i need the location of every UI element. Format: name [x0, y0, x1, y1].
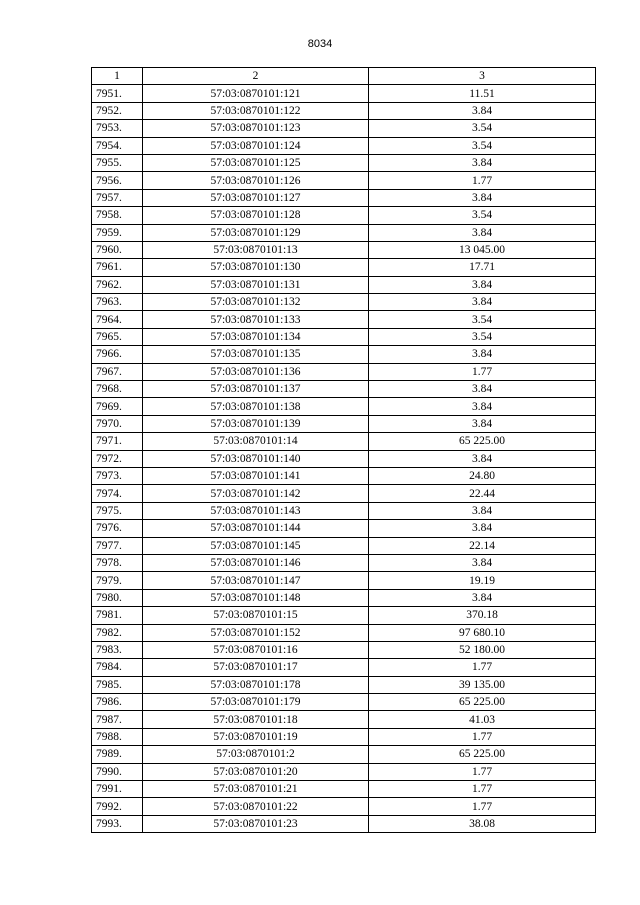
- row-number-cell: 7951.: [92, 85, 143, 102]
- value-cell: 1.77: [369, 781, 596, 798]
- page-number: 8034: [307, 38, 333, 50]
- row-number-cell: 7955.: [92, 154, 143, 171]
- cadastral-number-cell: 57:03:0870101:13: [143, 241, 369, 258]
- table-row: [92, 294, 596, 311]
- value-cell: 3.84: [369, 294, 596, 311]
- value-cell: 1.77: [369, 728, 596, 745]
- cadastral-number-cell: 57:03:0870101:146: [143, 554, 369, 571]
- table-row: [92, 398, 596, 415]
- cadastral-number-cell: 57:03:0870101:137: [143, 381, 369, 398]
- value-cell: 39 135.00: [369, 676, 596, 693]
- value-cell: 65 225.00: [369, 746, 596, 763]
- cadastral-number-cell: 57:03:0870101:143: [143, 502, 369, 519]
- table-row: [92, 450, 596, 467]
- value-cell: 1.77: [369, 363, 596, 380]
- value-cell: 97 680.10: [369, 624, 596, 641]
- value-cell: 3.84: [369, 154, 596, 171]
- table-row: [92, 485, 596, 502]
- table-row: [92, 311, 596, 328]
- row-number-cell: 7987.: [92, 711, 143, 728]
- cadastral-number-cell: 57:03:0870101:145: [143, 537, 369, 554]
- cadastral-number-cell: 57:03:0870101:142: [143, 485, 369, 502]
- row-number-cell: 7989.: [92, 746, 143, 763]
- header-row: [92, 68, 596, 85]
- table-row: [92, 172, 596, 189]
- cadastral-number-cell: 57:03:0870101:22: [143, 798, 369, 815]
- row-number-cell: 7962.: [92, 276, 143, 293]
- row-number-cell: 7959.: [92, 224, 143, 241]
- cadastral-number-cell: 57:03:0870101:130: [143, 259, 369, 276]
- cadastral-number-cell: 57:03:0870101:125: [143, 154, 369, 171]
- value-cell: 3.84: [369, 346, 596, 363]
- value-cell: 1.77: [369, 798, 596, 815]
- row-number-cell: 7961.: [92, 259, 143, 276]
- row-number-cell: 7976.: [92, 520, 143, 537]
- cadastral-number-cell: 57:03:0870101:23: [143, 815, 369, 832]
- row-number-cell: 7991.: [92, 781, 143, 798]
- value-cell: 3.84: [369, 520, 596, 537]
- value-cell: 41.03: [369, 711, 596, 728]
- value-cell: 3.84: [369, 381, 596, 398]
- value-cell: 3.84: [369, 450, 596, 467]
- row-number-cell: 7971.: [92, 433, 143, 450]
- table-row: [92, 346, 596, 363]
- cadastral-number-cell: 57:03:0870101:132: [143, 294, 369, 311]
- table-row: [92, 433, 596, 450]
- column-header-2: 2: [143, 68, 369, 85]
- value-cell: 3.54: [369, 120, 596, 137]
- table-row: [92, 502, 596, 519]
- cadastral-number-cell: 57:03:0870101:141: [143, 467, 369, 484]
- table-row: [92, 137, 596, 154]
- row-number-cell: 7972.: [92, 450, 143, 467]
- value-cell: 22.14: [369, 537, 596, 554]
- cadastral-number-cell: 57:03:0870101:121: [143, 85, 369, 102]
- value-cell: 3.84: [369, 554, 596, 571]
- table-row: [92, 763, 596, 780]
- value-cell: 19.19: [369, 572, 596, 589]
- cadastral-number-cell: 57:03:0870101:178: [143, 676, 369, 693]
- table-row: [92, 241, 596, 258]
- value-cell: 3.84: [369, 102, 596, 119]
- cadastral-number-cell: 57:03:0870101:152: [143, 624, 369, 641]
- value-cell: 3.84: [369, 189, 596, 206]
- row-number-cell: 7960.: [92, 241, 143, 258]
- table-row: [92, 659, 596, 676]
- row-number-cell: 7967.: [92, 363, 143, 380]
- cadastral-number-cell: 57:03:0870101:136: [143, 363, 369, 380]
- table-row: [92, 259, 596, 276]
- row-number-cell: 7992.: [92, 798, 143, 815]
- row-number-cell: 7965.: [92, 328, 143, 345]
- cadastral-number-cell: 57:03:0870101:126: [143, 172, 369, 189]
- table-row: [92, 554, 596, 571]
- row-number-cell: 7964.: [92, 311, 143, 328]
- cadastral-number-cell: 57:03:0870101:138: [143, 398, 369, 415]
- row-number-cell: 7985.: [92, 676, 143, 693]
- cadastral-number-cell: 57:03:0870101:2: [143, 746, 369, 763]
- table-row: [92, 676, 596, 693]
- cadastral-number-cell: 57:03:0870101:128: [143, 207, 369, 224]
- row-number-cell: 7977.: [92, 537, 143, 554]
- row-number-cell: 7978.: [92, 554, 143, 571]
- value-cell: 65 225.00: [369, 433, 596, 450]
- row-number-cell: 7954.: [92, 137, 143, 154]
- row-number-cell: 7968.: [92, 381, 143, 398]
- cadastral-number-cell: 57:03:0870101:127: [143, 189, 369, 206]
- row-number-cell: 7993.: [92, 815, 143, 832]
- table-row: [92, 641, 596, 658]
- value-cell: 3.84: [369, 224, 596, 241]
- row-number-cell: 7973.: [92, 467, 143, 484]
- row-number-cell: 7970.: [92, 415, 143, 432]
- value-cell: 3.84: [369, 415, 596, 432]
- row-number-cell: 7974.: [92, 485, 143, 502]
- table-row: [92, 781, 596, 798]
- cadastral-number-cell: 57:03:0870101:129: [143, 224, 369, 241]
- table-row: [92, 120, 596, 137]
- table-row: [92, 154, 596, 171]
- table-row: [92, 624, 596, 641]
- table-row: [92, 85, 596, 102]
- value-cell: 370.18: [369, 607, 596, 624]
- table-row: [92, 815, 596, 832]
- cadastral-number-cell: 57:03:0870101:123: [143, 120, 369, 137]
- value-cell: 11.51: [369, 85, 596, 102]
- row-number-cell: 7981.: [92, 607, 143, 624]
- value-cell: 3.84: [369, 502, 596, 519]
- row-number-cell: 7963.: [92, 294, 143, 311]
- cadastral-number-cell: 57:03:0870101:21: [143, 781, 369, 798]
- row-number-cell: 7988.: [92, 728, 143, 745]
- value-cell: 17.71: [369, 259, 596, 276]
- value-cell: 3.84: [369, 589, 596, 606]
- row-number-cell: 7953.: [92, 120, 143, 137]
- cadastral-number-cell: 57:03:0870101:19: [143, 728, 369, 745]
- cadastral-number-cell: 57:03:0870101:17: [143, 659, 369, 676]
- row-number-cell: 7979.: [92, 572, 143, 589]
- table-row: [92, 363, 596, 380]
- value-cell: 24.80: [369, 467, 596, 484]
- row-number-cell: 7975.: [92, 502, 143, 519]
- cadastral-number-cell: 57:03:0870101:148: [143, 589, 369, 606]
- value-cell: 3.54: [369, 207, 596, 224]
- table-body: [92, 85, 596, 833]
- row-number-cell: 7983.: [92, 641, 143, 658]
- value-cell: 3.54: [369, 311, 596, 328]
- cadastral-number-cell: 57:03:0870101:14: [143, 433, 369, 450]
- cadastral-number-cell: 57:03:0870101:122: [143, 102, 369, 119]
- cadastral-number-cell: 57:03:0870101:135: [143, 346, 369, 363]
- value-cell: 65 225.00: [369, 694, 596, 711]
- value-cell: 1.77: [369, 172, 596, 189]
- data-table: [91, 67, 596, 833]
- row-number-cell: 7958.: [92, 207, 143, 224]
- cadastral-number-cell: 57:03:0870101:18: [143, 711, 369, 728]
- table-row: [92, 537, 596, 554]
- table-row: [92, 224, 596, 241]
- column-header-3: 3: [369, 68, 596, 85]
- table-row: [92, 572, 596, 589]
- cadastral-number-cell: 57:03:0870101:131: [143, 276, 369, 293]
- table-row: [92, 746, 596, 763]
- value-cell: 52 180.00: [369, 641, 596, 658]
- table-row: [92, 189, 596, 206]
- table-row: [92, 798, 596, 815]
- cadastral-number-cell: 57:03:0870101:179: [143, 694, 369, 711]
- value-cell: 1.77: [369, 659, 596, 676]
- column-header-1: 1: [92, 68, 143, 85]
- row-number-cell: 7982.: [92, 624, 143, 641]
- table-row: [92, 520, 596, 537]
- row-number-cell: 7980.: [92, 589, 143, 606]
- cadastral-number-cell: 57:03:0870101:144: [143, 520, 369, 537]
- table-row: [92, 328, 596, 345]
- value-cell: 13 045.00: [369, 241, 596, 258]
- row-number-cell: 7984.: [92, 659, 143, 676]
- table-row: [92, 711, 596, 728]
- value-cell: 1.77: [369, 763, 596, 780]
- table-row: [92, 276, 596, 293]
- table-row: [92, 207, 596, 224]
- cadastral-number-cell: 57:03:0870101:139: [143, 415, 369, 432]
- value-cell: 22.44: [369, 485, 596, 502]
- cadastral-number-cell: 57:03:0870101:124: [143, 137, 369, 154]
- value-cell: 3.54: [369, 328, 596, 345]
- row-number-cell: 7956.: [92, 172, 143, 189]
- cadastral-number-cell: 57:03:0870101:140: [143, 450, 369, 467]
- row-number-cell: 7957.: [92, 189, 143, 206]
- value-cell: 3.84: [369, 398, 596, 415]
- row-number-cell: 7969.: [92, 398, 143, 415]
- row-number-cell: 7986.: [92, 694, 143, 711]
- cadastral-number-cell: 57:03:0870101:16: [143, 641, 369, 658]
- cadastral-number-cell: 57:03:0870101:20: [143, 763, 369, 780]
- table-row: [92, 102, 596, 119]
- table-header: [92, 68, 596, 85]
- cadastral-number-cell: 57:03:0870101:15: [143, 607, 369, 624]
- value-cell: 38.08: [369, 815, 596, 832]
- cadastral-number-cell: 57:03:0870101:133: [143, 311, 369, 328]
- value-cell: 3.84: [369, 276, 596, 293]
- table-row: [92, 728, 596, 745]
- table-row: [92, 694, 596, 711]
- table-row: [92, 589, 596, 606]
- cadastral-number-cell: 57:03:0870101:134: [143, 328, 369, 345]
- row-number-cell: 7990.: [92, 763, 143, 780]
- row-number-cell: 7952.: [92, 102, 143, 119]
- table-row: [92, 415, 596, 432]
- table-row: [92, 467, 596, 484]
- value-cell: 3.54: [369, 137, 596, 154]
- row-number-cell: 7966.: [92, 346, 143, 363]
- table-row: [92, 607, 596, 624]
- cadastral-number-cell: 57:03:0870101:147: [143, 572, 369, 589]
- table-row: [92, 381, 596, 398]
